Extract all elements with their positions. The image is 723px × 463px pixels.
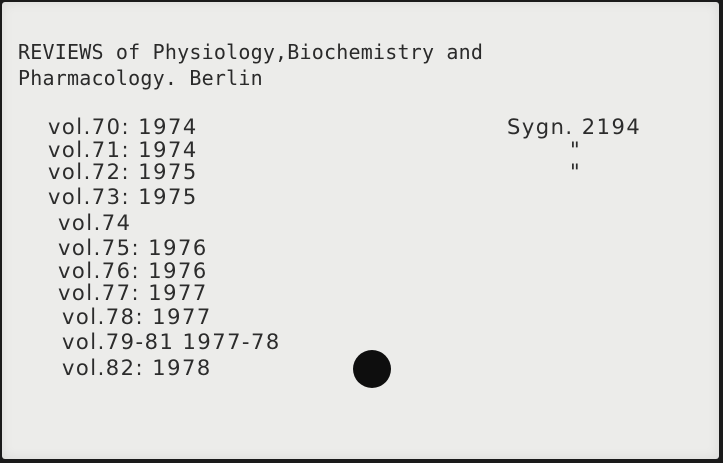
punch-hole bbox=[353, 350, 391, 388]
volume-entry: vol.79-81 1977-78 bbox=[62, 330, 281, 354]
header-title-line-1: REVIEWS of Physiology,Biochemistry and bbox=[18, 40, 484, 64]
volume-entry: vol.71: 1974 bbox=[48, 138, 198, 162]
card-header bbox=[18, 39, 483, 91]
shelf-signature: Sygn. 2194 bbox=[507, 115, 642, 139]
volume-entry: vol.72: 1975 bbox=[48, 160, 198, 184]
catalog-card bbox=[2, 2, 719, 459]
volume-entry: vol.75: 1976 bbox=[58, 236, 208, 260]
volume-entry: vol.76: 1976 bbox=[58, 259, 208, 283]
volume-entry: vol.73: 1975 bbox=[48, 185, 198, 209]
volume-entry: vol.78: 1977 bbox=[62, 305, 212, 329]
ditto-mark: " bbox=[570, 160, 582, 184]
header-title-line-2: Pharmacology. Berlin bbox=[18, 66, 263, 90]
volume-entry: vol.74 bbox=[58, 211, 132, 235]
ditto-mark: " bbox=[570, 138, 582, 162]
volume-entry: vol.77: 1977 bbox=[58, 281, 208, 305]
volume-entry: vol.82: 1978 bbox=[62, 356, 212, 380]
volume-entry: vol.70: 1974 bbox=[48, 115, 198, 139]
